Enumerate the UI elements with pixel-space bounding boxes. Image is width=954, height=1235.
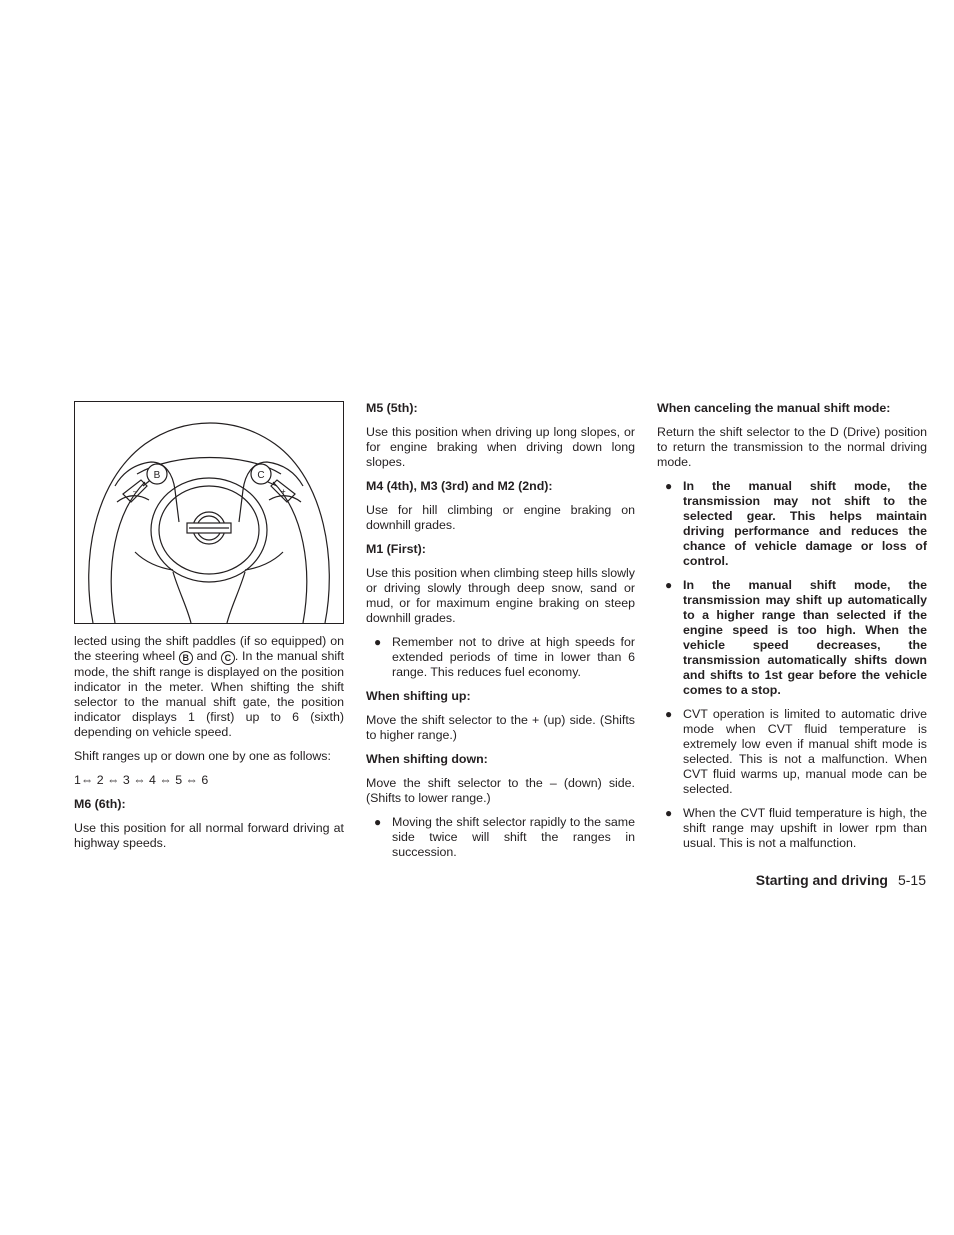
list-item: ● CVT operation is limited to automatic drive mode when CVT fluid temperature is extremely low even if manual shift mode is selected. This is not a malfunction. When CVT fluid warms up, manual mode can be selected. <box>665 707 927 796</box>
cancel-text: Return the shift selector to the D (Drive) position to return the transmission to the normal driving mode. <box>657 425 927 469</box>
steering-wheel-illustration <box>75 402 343 623</box>
m6-heading: M6 (6th): <box>74 797 126 811</box>
column-3 <box>657 401 927 860</box>
bullet-icon: ● <box>665 707 673 721</box>
paddle-paragraph <box>74 634 344 740</box>
callout-b-label: B <box>153 470 161 481</box>
m5-text: Use this position when driving up long slopes, or for engine braking when driving down long slopes. <box>366 425 635 469</box>
m1-text: Use this position when climbing steep hills slowly or driving slowly through deep snow, sand or mud, or for maximum engine braking on steep downhill grades. <box>366 566 635 625</box>
paddle-text-and: and <box>192 649 221 663</box>
shifting-up-text: Move the shift selector to the + (up) side. (Shifts to higher range.) <box>366 713 635 742</box>
page-number: 5-15 <box>897 872 926 888</box>
shifting-up-heading: When shifting up: <box>366 689 471 703</box>
bullet-icon: ● <box>374 815 382 829</box>
note-bullet-list <box>657 707 927 851</box>
page-footer <box>756 872 926 888</box>
list-item: ● In the manual shift mode, the transmission may not shift to the selected gear. This helps maintain driving performance and reduces the chance of vehicle damage or loss of control. <box>665 479 927 568</box>
list-item: ● When the CVT fluid temperature is high, the shift range may upshift in lower rpm than usual. This is not a malfunction. <box>665 806 927 850</box>
shifting-down-heading: When shifting down: <box>366 752 488 766</box>
shift-sequence: 1⇔ 2 ⇔ 3 ⇔ 4 ⇔ 5 ⇔ 6 <box>74 773 209 787</box>
column-2 <box>366 401 635 869</box>
steering-wheel-figure <box>74 401 344 624</box>
down-bullet-list <box>366 815 635 860</box>
minus-paddle-label: – <box>133 487 138 496</box>
m5-heading: M5 (5th): <box>366 401 418 415</box>
bullet-icon: ● <box>374 635 382 649</box>
plus-paddle-label: + <box>281 487 286 496</box>
m6-text: Use this position for all normal forward driving at highway speeds. <box>74 821 344 850</box>
section-title: Starting and driving <box>755 872 888 888</box>
cancel-heading: When canceling the manual shift mode: <box>657 401 891 415</box>
shift-ranges-paragraph: Shift ranges up or down one by one as follows: <box>74 749 331 763</box>
list-item: ● Remember not to drive at high speeds for extended periods of time in lower than 6 range. This reduces fuel economy. <box>374 635 635 679</box>
column-1 <box>74 401 344 860</box>
bullet-icon: ● <box>665 806 673 820</box>
m4-heading: M4 (4th), M3 (3rd) and M2 (2nd): <box>366 479 553 493</box>
paddle-text-c: . In the manual shift mode, the shift range is displayed on the position indicator in the meter. When shifting the shift selector to the manual shift gate, the position indicator displays 1 (first) up to 6 (sixth) depending on vehicle speed. <box>74 649 345 739</box>
list-item: ● Moving the shift selector rapidly to the same side twice will shift the ranges in succession. <box>374 815 635 859</box>
list-item: ● In the manual shift mode, the transmission may shift up automatically to a higher range than selected if the engine speed is too high. When the vehicle speed decreases, the transmission automatically shifts down and shifts to 1st gear before the vehicle comes to a stop. <box>665 578 927 697</box>
circle-c-icon: C <box>221 651 235 665</box>
m4-text: Use for hill climbing or engine braking on downhill grades. <box>366 503 635 532</box>
warning-bullet-list <box>657 479 927 698</box>
m1-heading: M1 (First): <box>366 542 426 556</box>
paddle-text-a: lected using the shift paddles (if so equipped) on the steering wheel <box>74 634 344 663</box>
m1-bullet-list <box>366 635 635 680</box>
shifting-down-text: Move the shift selector to the – (down) side. (Shifts to lower range.) <box>366 776 635 805</box>
bullet-icon: ● <box>665 578 673 592</box>
callout-c-label: C <box>257 470 265 481</box>
bullet-icon: ● <box>665 479 673 493</box>
circle-b-icon: B <box>179 651 193 665</box>
